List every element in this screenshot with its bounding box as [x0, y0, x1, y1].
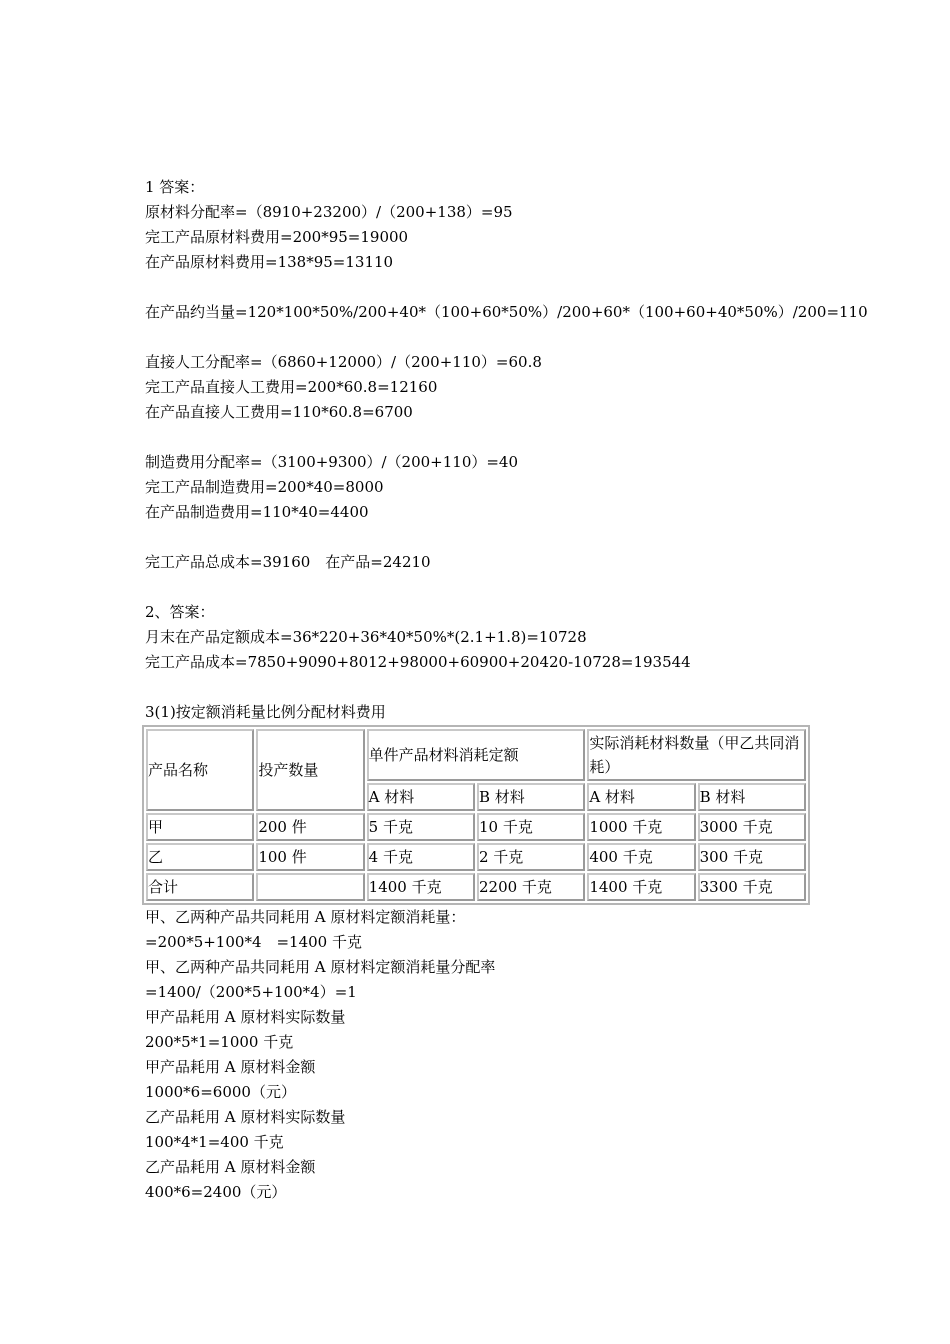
section-3-title: 3(1)按定额消耗量比例分配材料费用 — [145, 703, 386, 721]
table-cell: 1000 千克 — [587, 813, 695, 841]
text-line: 完工产品成本=7850+9090+8012+98000+60900+20420-10728=193544 — [145, 653, 691, 671]
spacer — [145, 325, 845, 350]
table-cell: 3000 千克 — [698, 813, 806, 841]
table-cell: 乙 — [146, 843, 254, 871]
spacer — [145, 575, 845, 600]
table-cell: 5 千克 — [367, 813, 475, 841]
text-line: 乙产品耗用 A 原材料金额 — [145, 1158, 316, 1176]
text-line: 在产品原材料费用=138*95=13110 — [145, 253, 394, 271]
table-cell: 甲 — [146, 813, 254, 841]
text-line: =1400/（200*5+100*4）=1 — [145, 983, 357, 1001]
text-line: 甲产品耗用 A 原材料金额 — [145, 1058, 316, 1076]
header-quantity: 投产数量 — [256, 729, 364, 811]
text-line: 甲、乙两种产品共同耗用 A 原材料定额消耗量分配率 — [145, 958, 496, 976]
spacer — [145, 425, 845, 450]
table-cell: 1400 千克 — [587, 873, 695, 901]
header-product-name: 产品名称 — [146, 729, 254, 811]
table-cell: 合计 — [146, 873, 254, 901]
text-line: 甲、乙两种产品共同耗用 A 原材料定额消耗量： — [145, 908, 466, 926]
subheader-a-material: A 材料 — [587, 783, 695, 811]
text-line: 200*5*1=1000 千克 — [145, 1033, 294, 1051]
text-line: 完工产品直接人工费用=200*60.8=12160 — [145, 378, 438, 396]
text-line: 乙产品耗用 A 原材料实际数量 — [145, 1108, 346, 1126]
text-line: 在产品制造费用=110*40=4400 — [145, 503, 369, 521]
text-line: 1000*6=6000（元） — [145, 1083, 296, 1101]
table-cell: 2 千克 — [477, 843, 585, 871]
text-line: 直接人工分配率=（6860+12000）/（200+110）=60.8 — [145, 353, 542, 371]
text-line: 在产品直接人工费用=110*60.8=6700 — [145, 403, 413, 421]
table-cell: 4 千克 — [367, 843, 475, 871]
text-line: 100*4*1=400 千克 — [145, 1133, 284, 1151]
subheader-a-material: A 材料 — [367, 783, 475, 811]
text-line: 甲产品耗用 A 原材料实际数量 — [145, 1008, 346, 1026]
table-cell: 100 件 — [256, 843, 364, 871]
text-line: 在产品约当量=120*100*50%/200+40*（100+60*50%）/200+60*（100+60+40*50%）/200=110 — [145, 303, 868, 321]
table-cell: 10 千克 — [477, 813, 585, 841]
text-line: 完工产品制造费用=200*40=8000 — [145, 478, 384, 496]
text-line: 完工产品总成本=39160 在产品=24210 — [145, 553, 431, 571]
header-unit-quota: 单件产品材料消耗定额 — [367, 729, 586, 781]
text-line: 完工产品原材料费用=200*95=19000 — [145, 228, 409, 246]
material-allocation-table — [142, 725, 810, 905]
text-line: =200*5+100*4 =1400 千克 — [145, 933, 362, 951]
table-row — [146, 843, 806, 871]
table-cell: 300 千克 — [698, 843, 806, 871]
text-line: 400*6=2400（元） — [145, 1183, 287, 1201]
section-2-title: 2、答案： — [145, 603, 215, 621]
subheader-b-material: B 材料 — [698, 783, 806, 811]
header-actual-consumption: 实际消耗材料数量（甲乙共同消耗） — [587, 729, 806, 781]
table-cell: 200 件 — [256, 813, 364, 841]
spacer — [145, 675, 845, 700]
table-header-row — [146, 729, 806, 781]
text-line: 原材料分配率=（8910+23200）/（200+138）=95 — [145, 203, 513, 221]
section-1-title: 1 答案： — [145, 178, 205, 196]
subheader-b-material: B 材料 — [477, 783, 585, 811]
table-cell: 2200 千克 — [477, 873, 585, 901]
table-row-total — [146, 873, 806, 901]
text-line: 月末在产品定额成本=36*220+36*40*50%*(2.1+1.8)=10728 — [145, 628, 587, 646]
table-cell: 1400 千克 — [367, 873, 475, 901]
spacer — [145, 525, 845, 550]
spacer — [145, 275, 845, 300]
document-body — [145, 175, 868, 1205]
table-row — [146, 813, 806, 841]
table-cell: 400 千克 — [587, 843, 695, 871]
table-cell: 3300 千克 — [698, 873, 806, 901]
text-line: 制造费用分配率=（3100+9300）/（200+110）=40 — [145, 453, 519, 471]
table-cell — [256, 873, 364, 901]
